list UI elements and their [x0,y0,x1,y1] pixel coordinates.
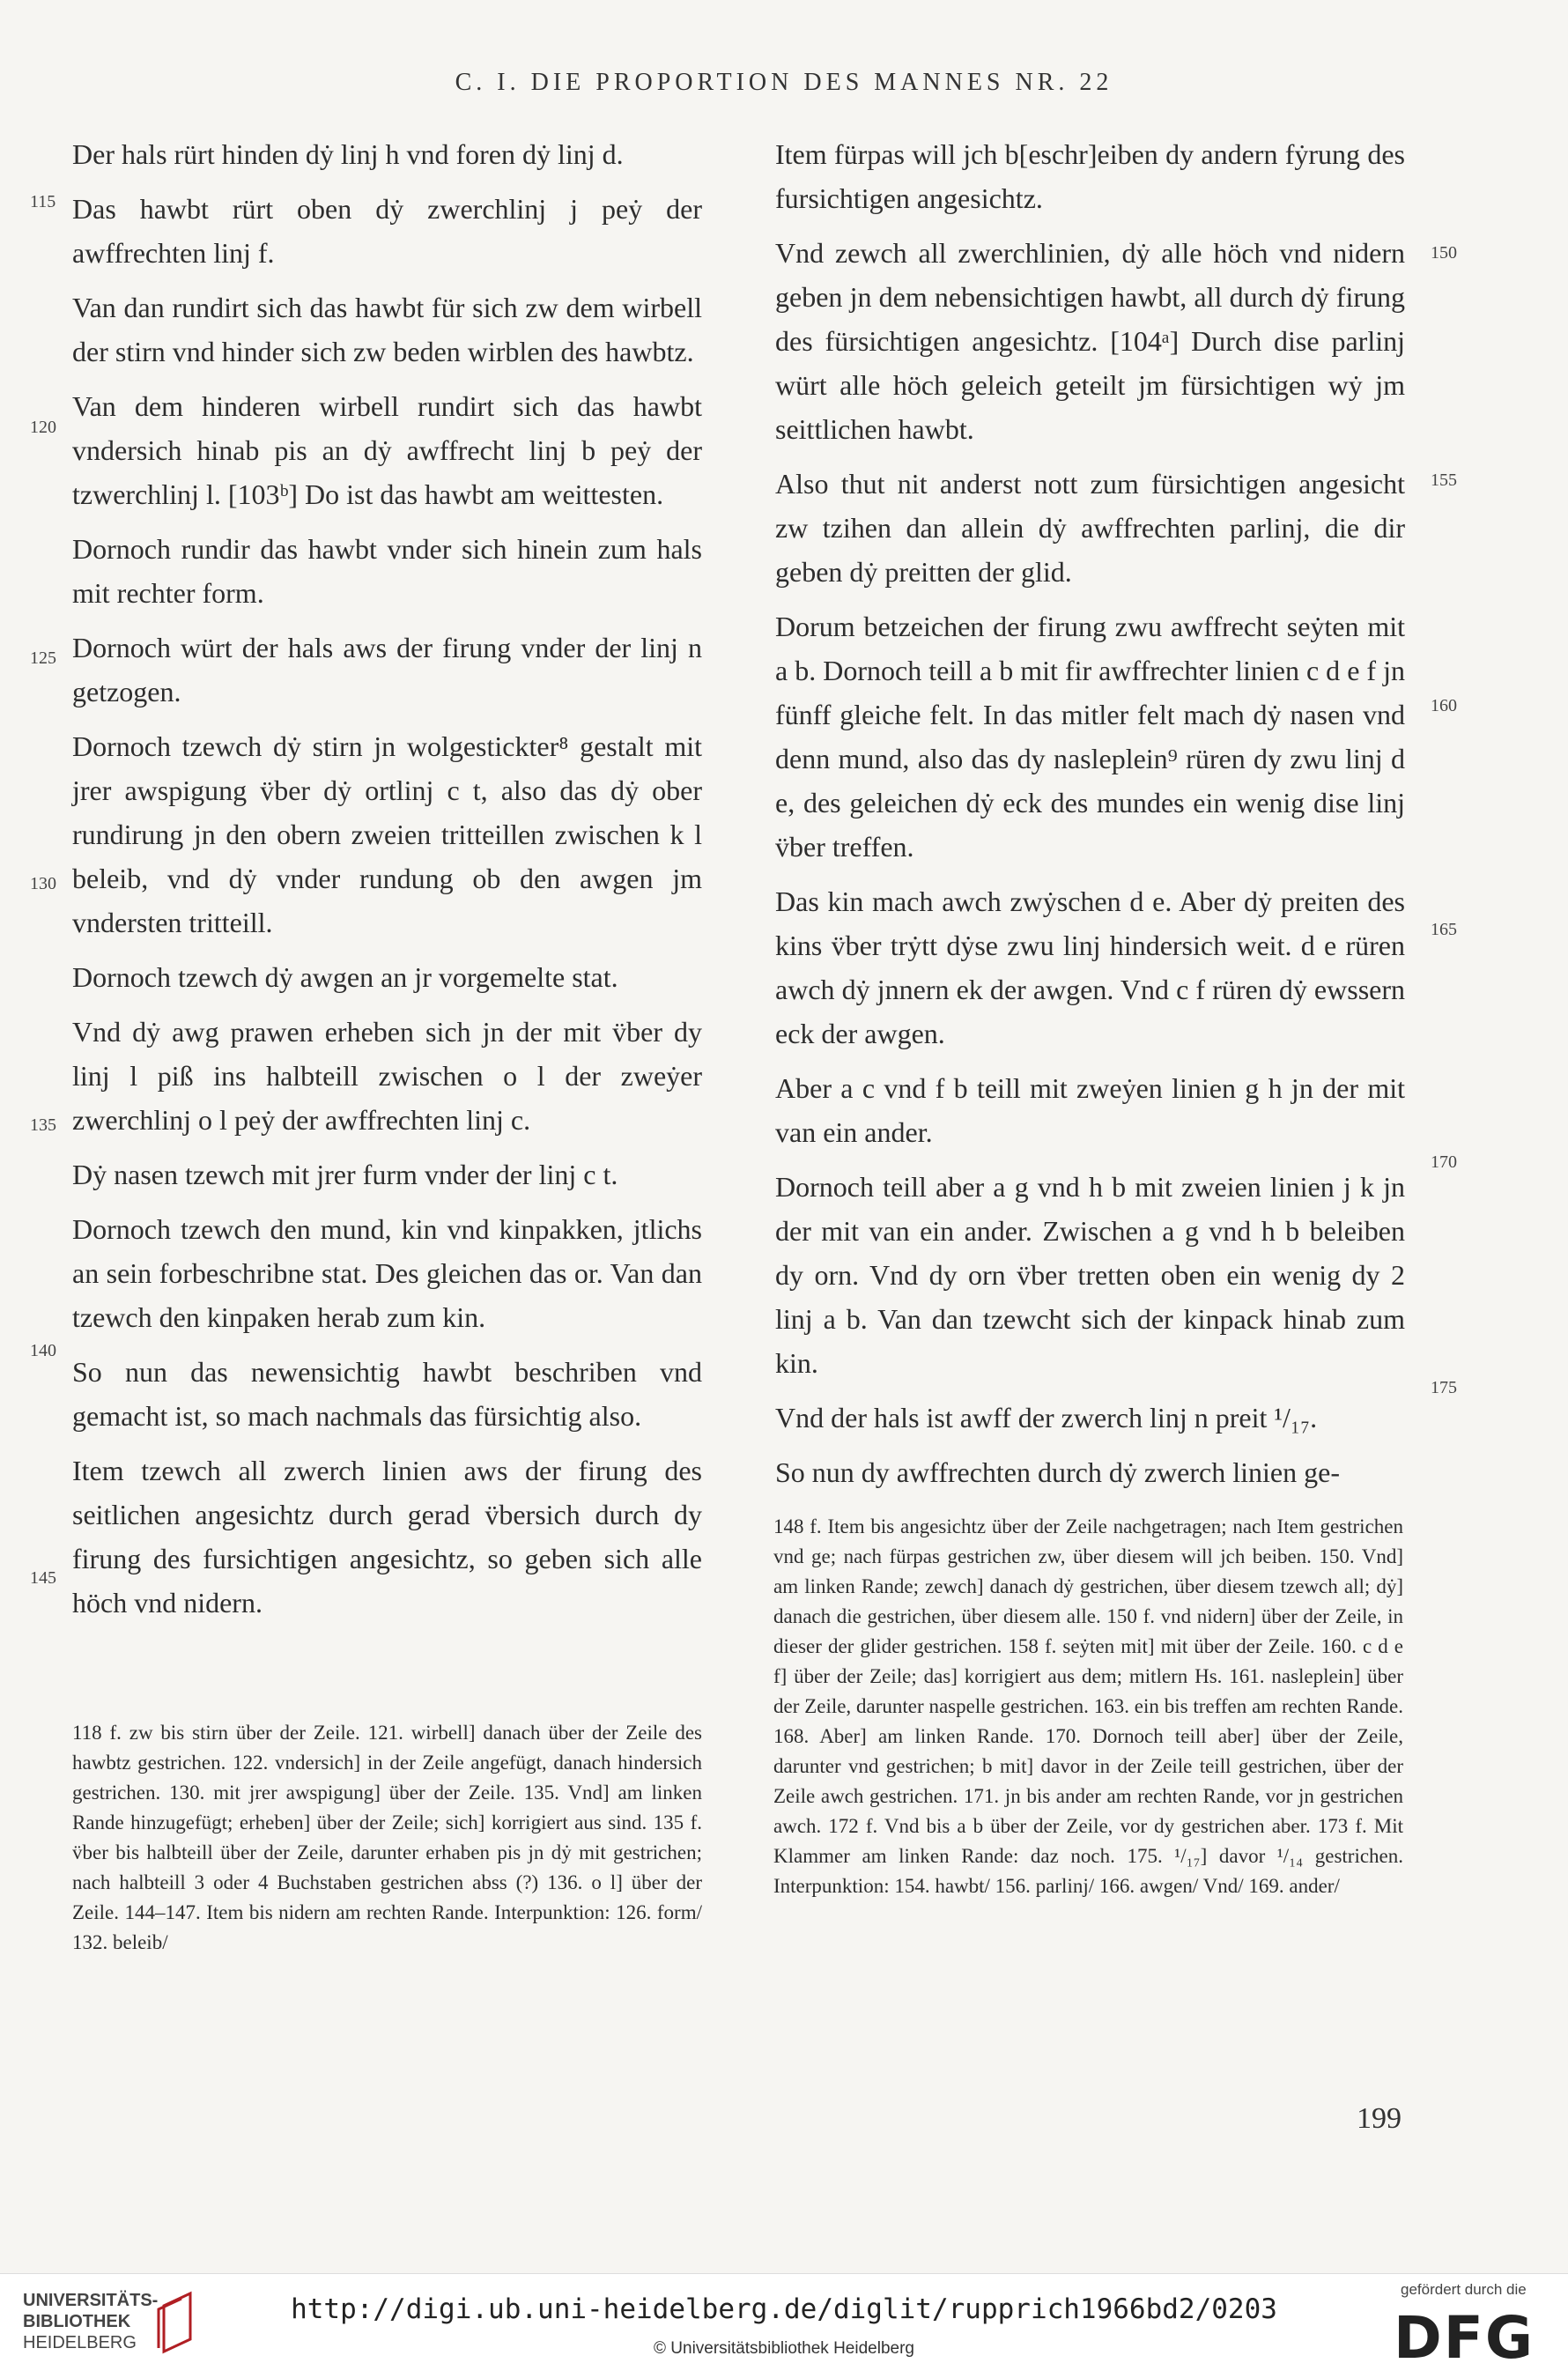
line-number: 125 [30,648,56,668]
line-number: 115 [30,192,56,211]
text-paragraph: Also thut nit anderst nott zum fürsichtigen angesicht zw tzihen dan allein dẏ awffrechten parlinj, die dir geben dẏ preitten der glid. [775,468,1405,588]
text-paragraph: Item fürpas will jch b[eschr]eiben dy andern fẏrung des fursichtigen angesichtz. [775,138,1405,214]
running-header: C. I. DIE PROPORTION DES MANNES NR. 22 [455,69,1113,96]
text-paragraph: Item tzewch all zwerch linien aws der firung des seitlichen angesichtz durch gerad v̈bersich durch dy firung des fursichtigen angesichtz, so geben sich alle höch vnd nidern. [72,1455,702,1619]
line-number: 175 [1431,1378,1457,1397]
line-number: 140 [30,1341,56,1360]
text-paragraph: Vnd zewch all zwerchlinien, dẏ alle höch vnd nidern geben jn dem nebensichtigen hawbt, all durch dẏ firung des fürsichtigen angesichtz. [104ᵃ] Durch dise parlinj würt alle höch geleich geteilt jm fürsichtigen wẏ jm seittlichen hawbt. [775,237,1405,445]
dfg-logo: DFG [1394,2304,1535,2372]
line-number: 135 [30,1115,56,1135]
text-paragraph: Van dan rundirt sich das hawbt für sich zw dem wirbell der stirn vnd hinder sich zw beden wirblen des hawbtz. [72,292,702,367]
text-paragraph: Dẏ nasen tzewch mit jrer furm vnder der linj c t. [72,1159,618,1190]
library-name-line: UNIVERSITÄTS- [23,2291,159,2310]
line-number: 145 [30,1568,56,1588]
line-number: 155 [1431,470,1457,490]
text-paragraph: Vnd der hals ist awff der zwerch linj n preit ¹/₁₇. [775,1402,1318,1433]
left-text-column [72,132,702,1635]
line-number: 120 [30,418,56,437]
right-text-column [775,132,1405,1505]
text-paragraph: Der hals rürt hinden dẏ linj h vnd foren dẏ linj d. [72,138,624,170]
line-number: 130 [30,874,56,893]
text-paragraph: Dornoch teill aber a g vnd h b mit zweien linien j k jn der mit van ein ander. Zwischen a g vnd h b beleiben dy orn. Vnd dy orn v̈ber tretten oben ein wenig dy 2 linj a b. Van dan tzewcht sich der kinpack hinab zum kin. [775,1171,1405,1379]
text-paragraph: Van dem hinderen wirbell rundirt sich das hawbt vndersich hinab pis an dẏ awffrecht linj b peẏ der tzwerchlinj l. [103ᵇ] Do ist das hawbt am weittesten. [72,390,702,510]
line-number: 170 [1431,1152,1457,1172]
line-number: 165 [1431,920,1457,939]
viewer-footer [0,2273,1568,2378]
copyright-notice: © Universitätsbibliothek Heidelberg [654,2339,914,2358]
permalink-url[interactable]: http://digi.ub.uni-heidelberg.de/diglit/rupprich1966bd2/0203 [291,2293,1277,2325]
library-name-line: HEIDELBERG [23,2333,137,2352]
footnotes-right: 148 f. Item bis angesichtz über der Zeile nachgetragen; nach Item gestrichen vnd ge; nach fürpas gestrichen zw, über diesem will jch beiben. 150. Vnd] am linken Rande; zewch] danach dẏ gestrichen, über diesem tzewch all; dẏ] danach die gestrichen, über diesem alle. 150 f. vnd nidern] über der Zeile, in dieser der glider gestrichen. 158 f. seẏten mit] mit über der Zeile. 160. c d e f] über der Zeile; das] korrigiert aus dem; mitlern Hs. 161. nasleplein] über der Zeile, darunter naspelle gestrichen. 163. ein bis treffen am rechten Rande. 168. Aber] am linken Rande. 170. Dornoch teill aber] über der Zeile, darunter vnd gestrichen; b mit] davor in der Zeile teill gestrichen, über der Zeile awch gestrichen. 171. jn bis ander am rechten Rande, vor jn gestrichen awch. 172 f. Vnd bis a b über der Zeile, vor dy gestrichen aber. 173 f. Mit Klammer am linken Rande: daz noch. 175. ¹/₁₇] davor ¹/₁₄ gestrichen. Interpunktion: 154. hawbt/ 156. parlinj/ 166. awgen/ Vnd/ 169. ander/ [773,1515,1403,1897]
text-paragraph: So nun dy awffrechten durch dẏ zwerch linien ge- [775,1456,1340,1488]
text-paragraph: Das kin mach awch zwẏschen d e. Aber dẏ preiten des kins v̈ber trẏtt dẏse zwu linj hindersich weit. d e rüren awch dẏ jnnern ek der awgen. Vnd c f rüren dẏ ewssern eck der awgen. [775,885,1405,1049]
text-paragraph: Dornoch tzewch dẏ awgen an jr vorgemelte stat. [72,961,618,993]
text-paragraph: Dornoch würt der hals aws der firung vnder der linj n getzogen. [72,632,702,707]
page-number: 199 [1357,2102,1402,2135]
dfg-caption: gefördert durch die [1401,2281,1527,2298]
text-paragraph: Dorum betzeichen der firung zwu awffrecht seẏten mit a b. Dornoch teill a b mit fir awffrechter linien c d e f jn fünff gleiche felt. In das mitler felt mach dẏ nasen vnd denn mund, also das dy nasleplein⁹ rüren dy zwu linj d e, des geleichen dẏ eck des mundes ein wenig dise linj v̈ber treffen. [775,611,1405,863]
line-number: 160 [1431,696,1457,715]
text-paragraph: Dornoch tzewch dẏ stirn jn wolgestickter⁸ gestalt mit jrer awspigung v̈ber dẏ ortlinj c t, also das dẏ ober rundirung jn den obern zweien tritteillen zwischen k l beleib, vnd dẏ vnder rundung ob den awgen jm vndersten tritteill. [72,730,702,938]
text-paragraph: So nun das newensichtig hawbt beschriben vnd gemacht ist, so mach nachmals das fürsichtig also. [72,1356,702,1432]
footnotes-left: 118 f. zw bis stirn über der Zeile. 121. wirbell] danach über der Zeile des hawbtz gestrichen. 122. vndersich] in der Zeile angefügt, danach hindersich gestrichen. 130. mit jrer awspigung] über der Zeile. 135. Vnd] am linken Rande hinzugefügt; erheben] über der Zeile; sich] korrigiert aus sind. 135 f. v̈ber bis halbteill über der Zeile, darunter erhaben pis jn dẏ mit gestrichen; nach halbteill 3 oder 4 Buchstaben gestrichen abss (?) 136. o l] über der Zeile. 144–147. Item bis nidern am rechten Rande. Interpunktion: 126. form/ 132. beleib/ [72,1722,702,1953]
text-paragraph: Aber a c vnd f b teill mit zweẏen linien g h jn der mit van ein ander. [775,1072,1405,1148]
text-paragraph: Das hawbt rürt oben dẏ zwerchlinj j peẏ der awffrechten linj f. [72,193,702,269]
library-name-line: BIBLIOTHEK [23,2312,131,2331]
text-paragraph: Dornoch rundir das hawbt vnder sich hinein zum hals mit rechter form. [72,533,702,609]
text-paragraph: Vnd dẏ awg prawen erheben sich jn der mit v̈ber dy linj l piß ins halbteill zwischen o l der zweẏer zwerchlinj o l peẏ der awffrechten linj c. [72,1016,702,1136]
line-number: 150 [1431,243,1457,263]
text-paragraph: Dornoch tzewch den mund, kin vnd kinpakken, jtlichs an sein forbeschribne stat. Des gleichen das or. Van dan tzewch den kinpaken herab zum kin. [72,1213,702,1333]
